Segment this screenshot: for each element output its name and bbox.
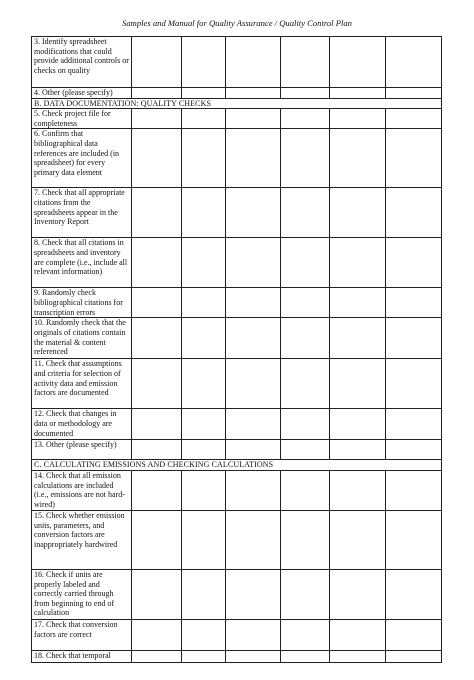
checklist-blank-cell[interactable] xyxy=(182,510,226,569)
page-header: Samples and Manual for Quality Assurance / Quality Control Plan xyxy=(122,18,352,28)
checklist-blank-cell[interactable] xyxy=(330,569,386,619)
checklist-blank-cell[interactable] xyxy=(330,188,386,238)
checklist-blank-cell[interactable] xyxy=(281,409,330,440)
checklist-item-label: 17. Check that conversion factors are correct xyxy=(32,619,132,650)
checklist-blank-cell[interactable] xyxy=(281,238,330,288)
checklist-blank-cell[interactable] xyxy=(281,650,330,662)
checklist-blank-cell[interactable] xyxy=(182,88,226,99)
checklist-row xyxy=(32,510,442,569)
checklist-blank-cell[interactable] xyxy=(386,470,442,510)
checklist-item-label: 16. Check if units are properly labeled and correctly carried through from beginning to end of calculation xyxy=(32,569,132,619)
checklist-blank-cell[interactable] xyxy=(132,37,182,88)
checklist-item-label: 6. Confirm that bibliographical data references are included (in spreadsheet) for every primary data element xyxy=(32,129,132,188)
checklist-row xyxy=(32,359,442,409)
checklist-blank-cell[interactable] xyxy=(182,440,226,460)
checklist-item-label: 5. Check project file for completeness xyxy=(32,109,132,129)
qa-qc-checklist-table xyxy=(31,36,442,663)
checklist-item-label: 15. Check whether emission units, parameters, and conversion factors are inappropriately hardwired xyxy=(32,510,132,569)
checklist-blank-cell[interactable] xyxy=(132,129,182,188)
checklist-row xyxy=(32,619,442,650)
checklist-blank-cell[interactable] xyxy=(226,510,281,569)
checklist-item-label: 7. Check that all appropriate citations from the spreadsheets appear in the Inventory Report xyxy=(32,188,132,238)
checklist-blank-cell[interactable] xyxy=(386,359,442,409)
checklist-blank-cell[interactable] xyxy=(386,569,442,619)
checklist-blank-cell[interactable] xyxy=(132,109,182,129)
checklist-blank-cell[interactable] xyxy=(386,510,442,569)
checklist-blank-cell[interactable] xyxy=(132,569,182,619)
checklist-blank-cell[interactable] xyxy=(330,510,386,569)
checklist-blank-cell[interactable] xyxy=(386,619,442,650)
checklist-blank-cell[interactable] xyxy=(132,88,182,99)
checklist-blank-cell[interactable] xyxy=(182,569,226,619)
checklist-blank-cell[interactable] xyxy=(182,288,226,318)
checklist-item-label: 10. Randomly check that the originals of citations contain the material & content referenced xyxy=(32,318,132,359)
checklist-row xyxy=(32,188,442,238)
checklist-blank-cell[interactable] xyxy=(182,188,226,238)
checklist-blank-cell[interactable] xyxy=(330,37,386,88)
checklist-blank-cell[interactable] xyxy=(386,409,442,440)
checklist-blank-cell[interactable] xyxy=(182,650,226,662)
checklist-blank-cell[interactable] xyxy=(330,409,386,440)
checklist-blank-cell[interactable] xyxy=(281,318,330,359)
checklist-blank-cell[interactable] xyxy=(281,440,330,460)
checklist-row xyxy=(32,569,442,619)
checklist-blank-cell[interactable] xyxy=(226,318,281,359)
checklist-blank-cell[interactable] xyxy=(182,409,226,440)
checklist-item-label: 3. Identify spreadsheet modifications that could provide additional controls or checks on quality xyxy=(32,37,132,88)
checklist-item-label: 12. Check that changes in data or methodology are documented xyxy=(32,409,132,440)
checklist-blank-cell[interactable] xyxy=(386,238,442,288)
checklist-row xyxy=(32,650,442,662)
checklist-blank-cell[interactable] xyxy=(281,288,330,318)
checklist-blank-cell[interactable] xyxy=(386,440,442,460)
checklist-blank-cell[interactable] xyxy=(182,318,226,359)
checklist-blank-cell[interactable] xyxy=(226,238,281,288)
checklist-item-label: 14. Check that all emission calculations are included (i.e., emissions are not hard-wired) xyxy=(32,470,132,510)
checklist-blank-cell[interactable] xyxy=(226,470,281,510)
checklist-item-label: 18. Check that temporal xyxy=(32,650,132,662)
checklist-blank-cell[interactable] xyxy=(330,470,386,510)
checklist-row xyxy=(32,238,442,288)
checklist-blank-cell[interactable] xyxy=(330,359,386,409)
checklist-blank-cell[interactable] xyxy=(281,359,330,409)
checklist-row xyxy=(32,440,442,460)
checklist-blank-cell[interactable] xyxy=(132,409,182,440)
checklist-blank-cell[interactable] xyxy=(132,650,182,662)
checklist-blank-cell[interactable] xyxy=(386,129,442,188)
checklist-blank-cell[interactable] xyxy=(386,109,442,129)
checklist-blank-cell[interactable] xyxy=(386,88,442,99)
checklist-item-label: 13. Other (please specify) xyxy=(32,440,132,460)
checklist-blank-cell[interactable] xyxy=(132,188,182,238)
checklist-blank-cell[interactable] xyxy=(182,619,226,650)
checklist-blank-cell[interactable] xyxy=(226,440,281,460)
checklist-row xyxy=(32,129,442,188)
checklist-blank-cell[interactable] xyxy=(330,288,386,318)
checklist-blank-cell[interactable] xyxy=(330,619,386,650)
checklist-blank-cell[interactable] xyxy=(330,440,386,460)
checklist-row xyxy=(32,109,442,129)
checklist-blank-cell[interactable] xyxy=(281,37,330,88)
checklist-blank-cell[interactable] xyxy=(330,109,386,129)
checklist-blank-cell[interactable] xyxy=(281,470,330,510)
checklist-blank-cell[interactable] xyxy=(132,318,182,359)
checklist-row xyxy=(32,37,442,88)
checklist-blank-cell[interactable] xyxy=(386,188,442,238)
checklist-blank-cell[interactable] xyxy=(226,650,281,662)
checklist-blank-cell[interactable] xyxy=(132,359,182,409)
checklist-blank-cell[interactable] xyxy=(226,569,281,619)
checklist-blank-cell[interactable] xyxy=(226,109,281,129)
checklist-blank-cell[interactable] xyxy=(281,569,330,619)
checklist-blank-cell[interactable] xyxy=(132,619,182,650)
checklist-blank-cell[interactable] xyxy=(330,88,386,99)
checklist-blank-cell[interactable] xyxy=(386,288,442,318)
checklist-blank-cell[interactable] xyxy=(281,88,330,99)
checklist-blank-cell[interactable] xyxy=(226,88,281,99)
checklist-blank-cell[interactable] xyxy=(330,129,386,188)
checklist-blank-cell[interactable] xyxy=(226,409,281,440)
checklist-item-label: 4. Other (please specify) xyxy=(32,88,132,99)
checklist-row xyxy=(32,409,442,440)
checklist-blank-cell[interactable] xyxy=(281,109,330,129)
checklist-blank-cell[interactable] xyxy=(226,129,281,188)
checklist-blank-cell[interactable] xyxy=(386,318,442,359)
checklist-item-label: 11. Check that assumptions and criteria for selection of activity data and emission factors are documented xyxy=(32,359,132,409)
checklist-blank-cell[interactable] xyxy=(281,129,330,188)
checklist-blank-cell[interactable] xyxy=(330,238,386,288)
checklist-item-label: 9. Randomly check bibliographical citations for transcription errors xyxy=(32,288,132,318)
checklist-blank-cell[interactable] xyxy=(226,188,281,238)
checklist-blank-cell[interactable] xyxy=(330,318,386,359)
checklist-blank-cell[interactable] xyxy=(281,510,330,569)
checklist-row xyxy=(32,88,442,99)
checklist-blank-cell[interactable] xyxy=(386,37,442,88)
checklist-blank-cell[interactable] xyxy=(281,188,330,238)
checklist-blank-cell[interactable] xyxy=(132,510,182,569)
checklist-blank-cell[interactable] xyxy=(182,129,226,188)
checklist-blank-cell[interactable] xyxy=(226,288,281,318)
checklist-row xyxy=(32,470,442,510)
checklist-row xyxy=(32,288,442,318)
checklist-blank-cell[interactable] xyxy=(182,238,226,288)
checklist-blank-cell[interactable] xyxy=(182,109,226,129)
checklist-item-label: 8. Check that all citations in spreadsheets and inventory are complete (i.e., include all relevant information) xyxy=(32,238,132,288)
checklist-blank-cell[interactable] xyxy=(132,238,182,288)
checklist-blank-cell[interactable] xyxy=(386,650,442,662)
section-header-label: B. DATA DOCUMENTATION: QUALITY CHECKS xyxy=(32,98,442,109)
section-header-label: C. CALCULATING EMISSIONS AND CHECKING CALCULATIONS xyxy=(32,460,442,471)
checklist-blank-cell[interactable] xyxy=(226,619,281,650)
checklist-blank-cell[interactable] xyxy=(182,359,226,409)
checklist-blank-cell[interactable] xyxy=(226,359,281,409)
checklist-blank-cell[interactable] xyxy=(330,650,386,662)
checklist-blank-cell[interactable] xyxy=(132,440,182,460)
checklist-blank-cell[interactable] xyxy=(281,619,330,650)
checklist-blank-cell[interactable] xyxy=(132,470,182,510)
section-header-row xyxy=(32,460,442,471)
checklist-blank-cell[interactable] xyxy=(226,37,281,88)
checklist-blank-cell[interactable] xyxy=(182,37,226,88)
checklist-blank-cell[interactable] xyxy=(182,470,226,510)
checklist-row xyxy=(32,318,442,359)
checklist-blank-cell[interactable] xyxy=(132,288,182,318)
section-header-row xyxy=(32,98,442,109)
